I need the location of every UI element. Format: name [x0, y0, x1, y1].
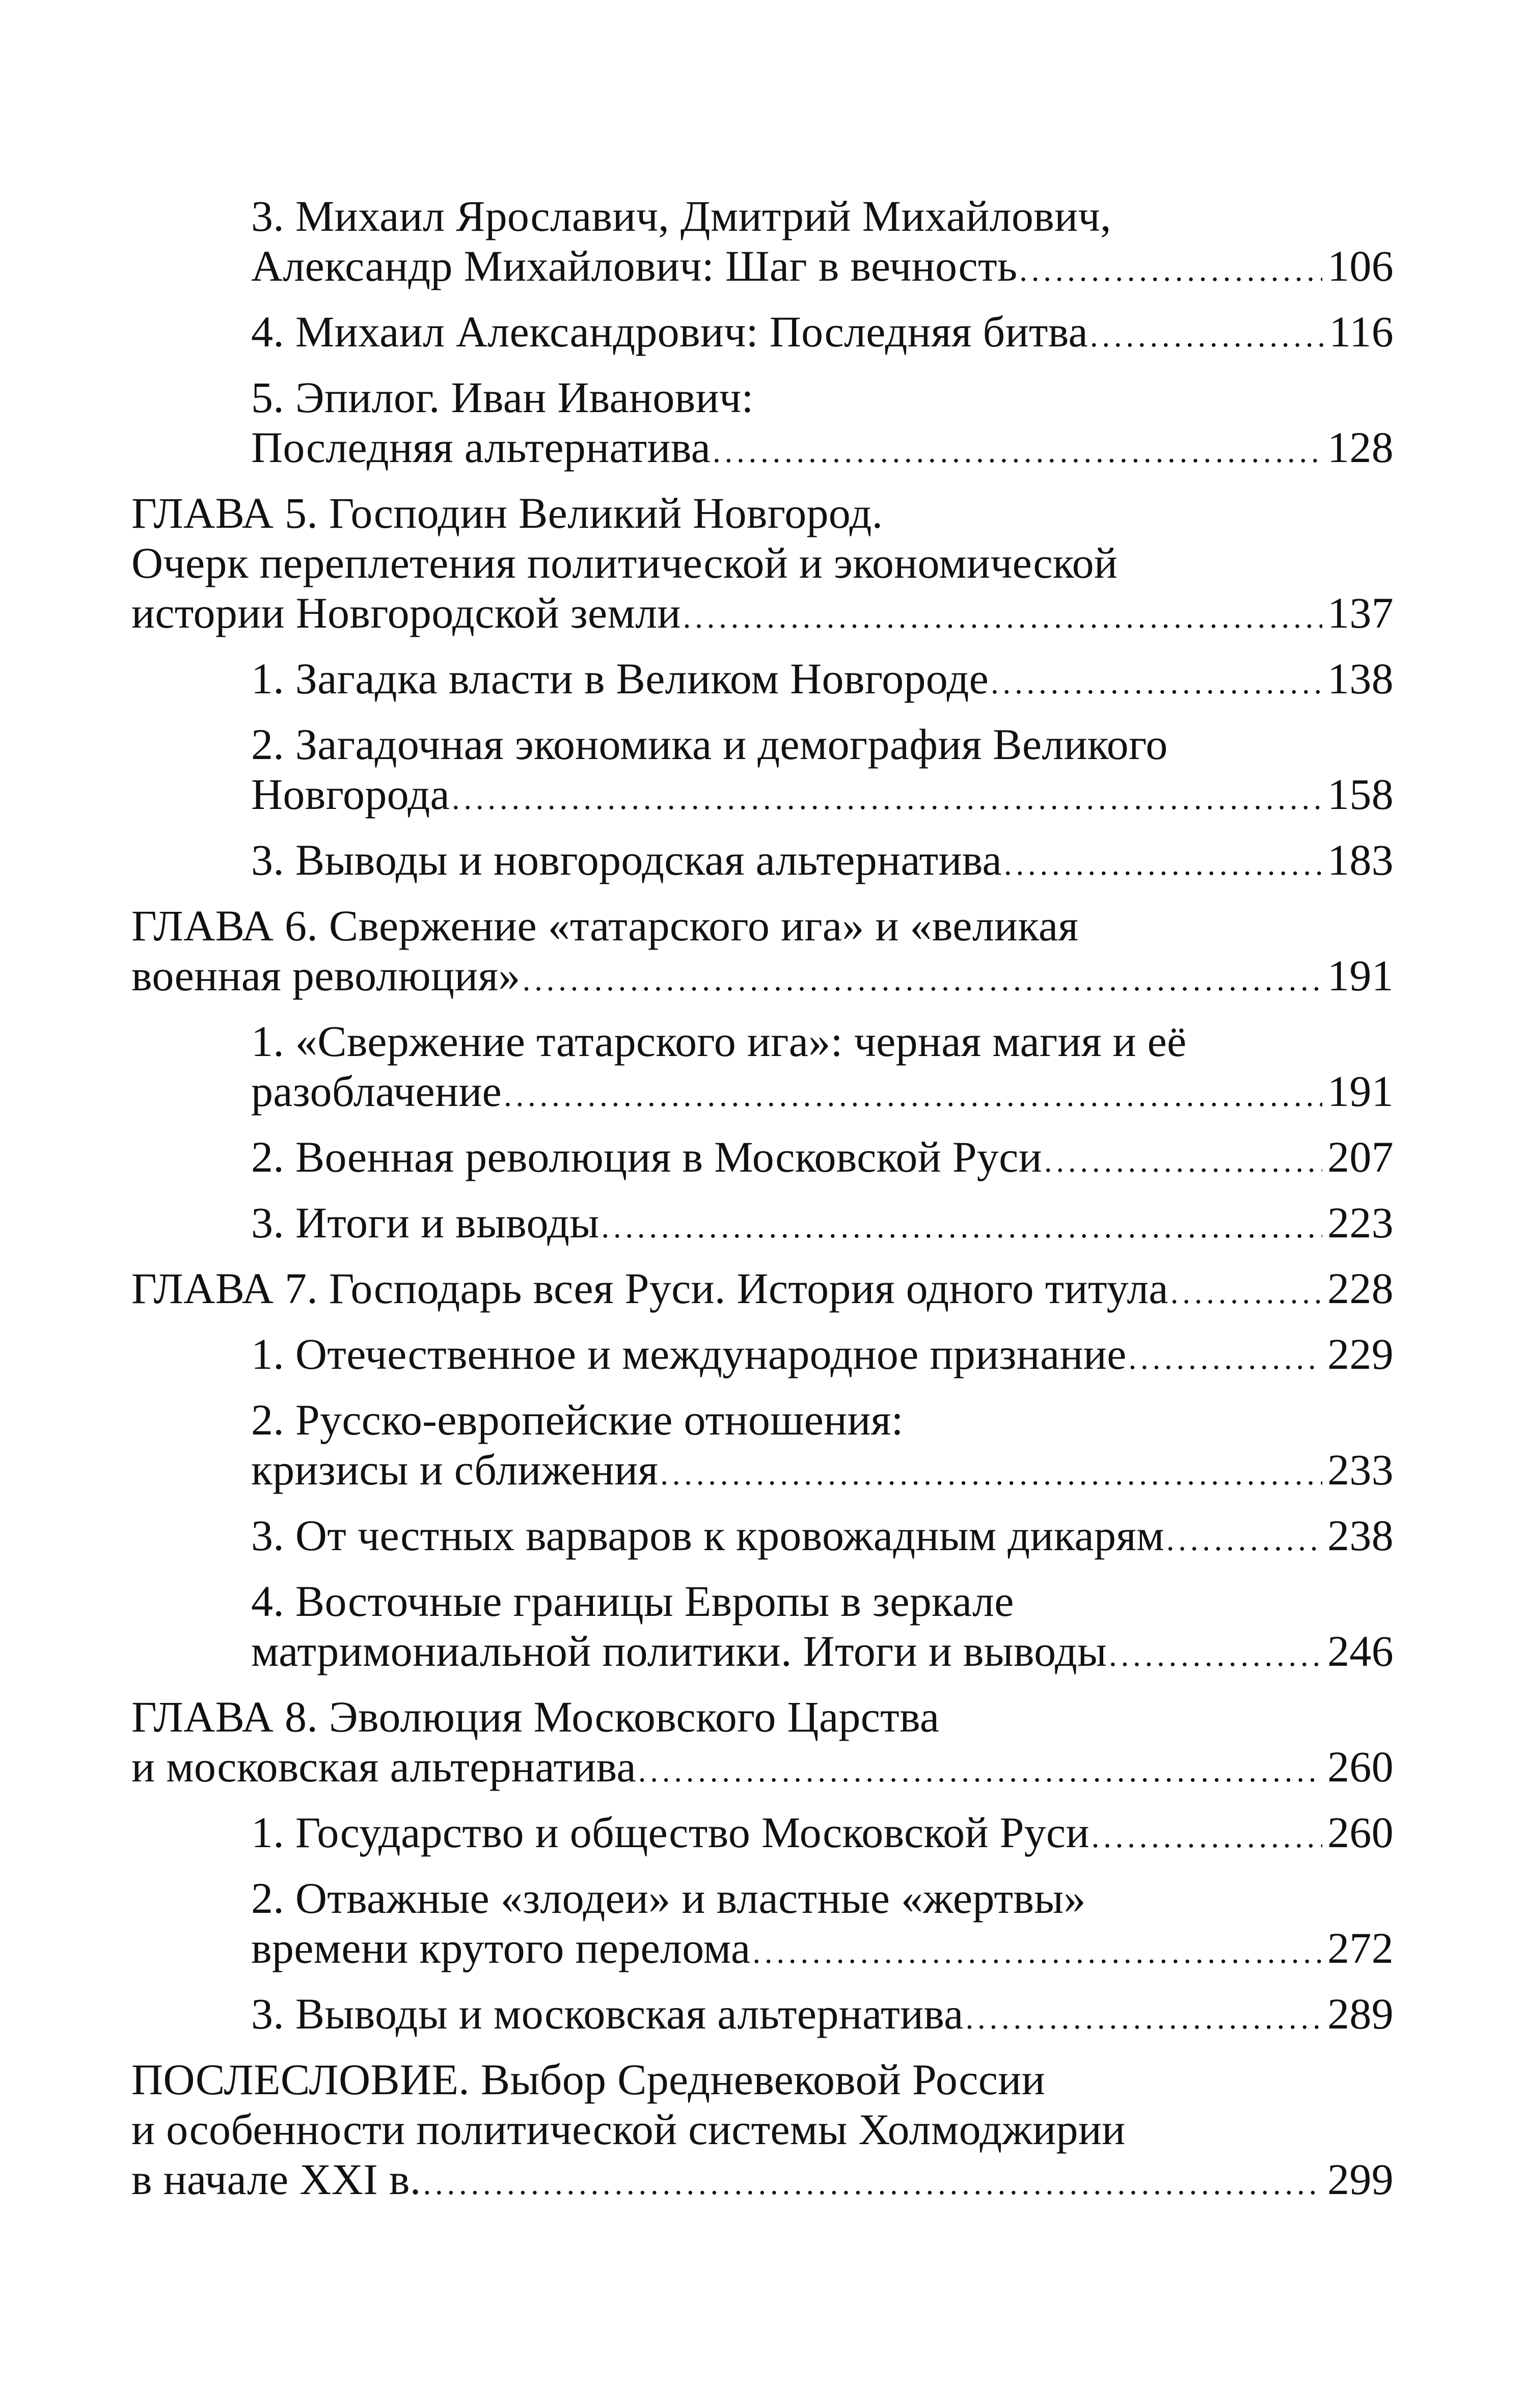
toc-section-entry: [251, 1576, 1394, 1681]
toc-entry-title-line: 1. Отечественное и международное признание: [251, 1330, 1127, 1378]
dot-leader: [683, 592, 1322, 642]
toc-entry-title-line: времени крутого перелома: [251, 1924, 751, 1972]
toc-entry-title-line: 3. Выводы и московская альтернатива: [251, 1989, 964, 2038]
toc-chapter-entry: [131, 1263, 1394, 1318]
page-number: 246: [1327, 1627, 1394, 1675]
toc-entry-title-line: разоблачение: [251, 1067, 502, 1116]
toc-entry-final-line: [251, 1510, 1394, 1565]
dot-leader: [1044, 1137, 1322, 1186]
page-number: 228: [1327, 1264, 1394, 1313]
page-number: 106: [1327, 241, 1394, 290]
toc-entry-title-line: ГЛАВА 7. Господарь всея Руси. История одного титула: [131, 1264, 1168, 1313]
toc-entry-final-line: [131, 1742, 1394, 1796]
toc-entry-final-line: [251, 1132, 1394, 1186]
dot-leader: [966, 1993, 1322, 2043]
page-number: 158: [1327, 770, 1394, 819]
toc-chapter-entry: [131, 901, 1394, 1005]
dot-leader: [660, 1449, 1322, 1499]
toc-entry-final-line: [251, 769, 1394, 824]
toc-entry-final-line: [251, 1066, 1394, 1121]
toc-section-entry: [251, 1989, 1394, 2043]
toc-entry-final-line: [251, 307, 1394, 361]
toc-entry-title-line: 4. Михаил Александрович: Последняя битва: [251, 307, 1088, 356]
toc-entry-final-line: [251, 422, 1394, 477]
page-number: 260: [1327, 1808, 1394, 1857]
toc-entry-title-line: ГЛАВА 6. Свержение «татарского ига» и «великая: [131, 901, 1079, 950]
toc-chapter-entry: [131, 2054, 1394, 2209]
page-number: 260: [1327, 1742, 1394, 1791]
toc-entry-final-line: [251, 1989, 1394, 2043]
toc-entry-title-line: 3. От честных варваров к кровожадным дикарям: [251, 1511, 1164, 1560]
dot-leader: [523, 955, 1322, 1005]
toc-entry-final-line: [251, 1923, 1394, 1978]
toc-entry-title-line: 1. «Свержение татарского ига»: черная магия и её: [251, 1017, 1187, 1066]
dot-leader: [504, 1071, 1322, 1121]
toc-entry-title-line: и особенности политической системы Холмоджирии: [131, 2105, 1126, 2154]
dot-leader: [1019, 246, 1322, 295]
toc-entry-title-line: Очерк переплетения политической и экономической: [131, 538, 1118, 587]
toc-entry-final-line: [251, 241, 1394, 295]
toc-section-entry: [251, 1016, 1394, 1121]
toc-entry-title-line: кризисы и сближения: [251, 1445, 659, 1494]
page-number: 191: [1327, 1067, 1394, 1116]
toc-section-entry: [251, 1132, 1394, 1186]
page-number: 138: [1327, 654, 1394, 703]
toc-entry-title-line: 4. Восточные границы Европы в зеркале: [251, 1577, 1014, 1626]
toc-entry-title-line: военная революция»: [131, 951, 521, 1000]
toc-entry-title-line: Последняя альтернатива: [251, 423, 711, 472]
page-number: 229: [1327, 1330, 1394, 1378]
toc-entry-title-line: истории Новгородской земли: [131, 588, 681, 637]
toc-entry-title-line: 1. Государство и общество Московской Руси: [251, 1808, 1089, 1857]
dot-leader: [1129, 1334, 1322, 1384]
toc-entry-final-line: [251, 1807, 1394, 1862]
toc-entry-title-line: и московская альтернатива: [131, 1742, 636, 1791]
toc-entry-final-line: [131, 2154, 1394, 2209]
dot-leader: [1166, 1515, 1322, 1565]
toc-entry-final-line: [131, 1263, 1394, 1318]
dot-leader: [713, 427, 1322, 477]
toc-entry-title-line: 3. Выводы и новгородская альтернатива: [251, 835, 1002, 884]
toc-section-entry: [251, 654, 1394, 708]
table-of-contents: [131, 191, 1394, 2209]
dot-leader: [452, 774, 1322, 824]
toc-entry-title-line: 5. Эпилог. Иван Иванович:: [251, 373, 754, 422]
toc-entry-title-line: 2. Военная революция в Московской Руси: [251, 1132, 1042, 1181]
toc-entry-title-line: Новгорода: [251, 770, 450, 819]
toc-entry-title-line: 2. Отважные «злодеи» и властные «жертвы»: [251, 1874, 1086, 1923]
dot-leader: [753, 1928, 1323, 1978]
toc-entry-title-line: матримониальной политики. Итоги и выводы: [251, 1627, 1107, 1675]
dot-leader: [991, 658, 1322, 708]
dot-leader: [423, 2159, 1323, 2209]
dot-leader: [1109, 1631, 1322, 1681]
toc-entry-title-line: в начале XXI в.: [131, 2155, 421, 2204]
toc-section-entry: [251, 1198, 1394, 1252]
toc-section-entry: [251, 372, 1394, 477]
toc-section-entry: [251, 1510, 1394, 1565]
page-number: 128: [1327, 423, 1394, 472]
toc-chapter-entry: [131, 1692, 1394, 1796]
toc-entry-title-line: ГЛАВА 5. Господин Великий Новгород.: [131, 489, 883, 537]
toc-entry-final-line: [251, 1626, 1394, 1681]
toc-section-entry: [251, 1395, 1394, 1499]
toc-section-entry: [251, 835, 1394, 889]
toc-entry-final-line: [251, 654, 1394, 708]
toc-entry-title-line: 2. Русско-европейские отношения:: [251, 1395, 904, 1444]
toc-entry-final-line: [251, 835, 1394, 889]
toc-section-entry: [251, 1329, 1394, 1384]
dot-leader: [1004, 840, 1322, 889]
page-number: 238: [1327, 1511, 1394, 1560]
toc-entry-final-line: [131, 951, 1394, 1005]
toc-entry-final-line: [251, 1445, 1394, 1499]
page-number: 299: [1327, 2155, 1394, 2204]
toc-entry-title-line: ГЛАВА 8. Эволюция Московского Царства: [131, 1692, 940, 1741]
page-number: 191: [1327, 951, 1394, 1000]
page-number: 233: [1327, 1445, 1394, 1494]
page-number: 183: [1327, 835, 1394, 884]
toc-entry-title-line: 1. Загадка власти в Великом Новгороде: [251, 654, 989, 703]
dot-leader: [1092, 1812, 1322, 1862]
toc-entry-final-line: [131, 588, 1394, 642]
toc-section-entry: [251, 307, 1394, 361]
page-number: 116: [1329, 307, 1394, 356]
page-number: 272: [1327, 1924, 1394, 1972]
dot-leader: [1090, 311, 1324, 361]
toc-section-entry: [251, 191, 1394, 295]
toc-entry-title-line: ПОСЛЕСЛОВИЕ. Выбор Средневековой России: [131, 2055, 1045, 2104]
page-number: 289: [1327, 1989, 1394, 2038]
page-number: 207: [1327, 1132, 1394, 1181]
toc-entry-title-line: Александр Михайлович: Шаг в вечность: [251, 241, 1018, 290]
dot-leader: [638, 1746, 1322, 1796]
toc-entry-final-line: [251, 1198, 1394, 1252]
page-number: 223: [1327, 1198, 1394, 1247]
toc-entry-title-line: 3. Итоги и выводы: [251, 1198, 600, 1247]
toc-entry-title-line: 2. Загадочная экономика и демография Великого: [251, 720, 1168, 769]
toc-section-entry: [251, 1873, 1394, 1978]
toc-chapter-entry: [131, 488, 1394, 642]
toc-section-entry: [251, 719, 1394, 824]
toc-section-entry: [251, 1807, 1394, 1862]
toc-entry-final-line: [251, 1329, 1394, 1384]
dot-leader: [601, 1202, 1322, 1252]
page-number: 137: [1327, 588, 1394, 637]
toc-entry-title-line: 3. Михаил Ярославич, Дмитрий Михайлович,: [251, 192, 1111, 240]
dot-leader: [1170, 1268, 1322, 1318]
